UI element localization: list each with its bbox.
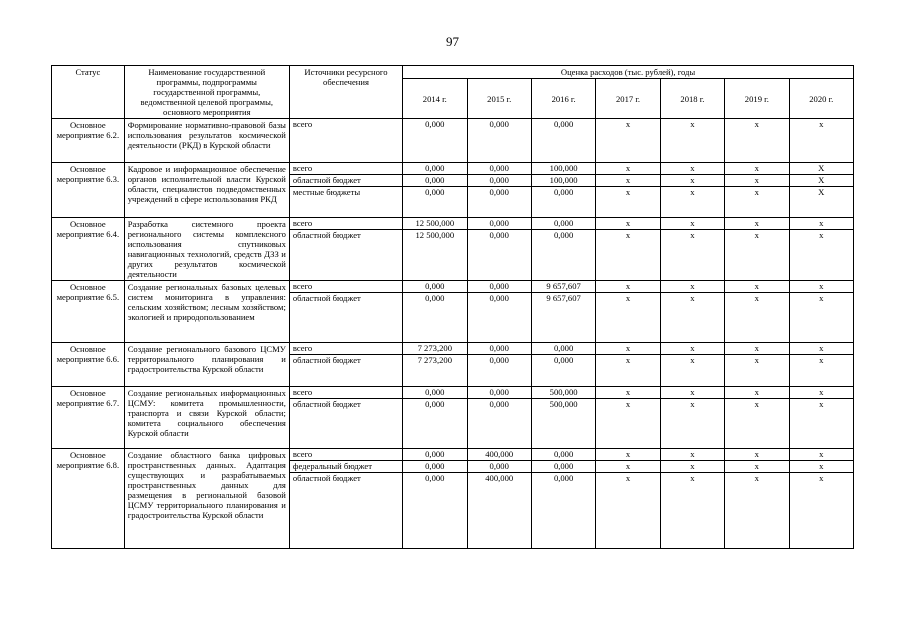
source-label: местные бюджеты bbox=[292, 187, 361, 197]
table-header bbox=[52, 66, 854, 119]
value-cell: 0,000 bbox=[403, 449, 466, 461]
value-cell: x bbox=[754, 230, 759, 240]
row-sources bbox=[289, 343, 402, 387]
year-values-cell bbox=[660, 449, 724, 549]
value-cell: 100,000 bbox=[532, 175, 595, 187]
year-values-cell bbox=[789, 343, 853, 387]
header-year: 2014 г. bbox=[403, 79, 467, 119]
value-cell: 0,000 bbox=[489, 293, 509, 303]
value-cell: x bbox=[596, 343, 659, 355]
source-label: всего bbox=[292, 119, 313, 129]
row-sources bbox=[289, 218, 402, 281]
value-cell: x bbox=[690, 293, 695, 303]
value-cell: 0,000 bbox=[489, 355, 509, 365]
year-values-cell bbox=[789, 387, 853, 449]
year-values-cell bbox=[531, 387, 595, 449]
value-cell: 0,000 bbox=[489, 230, 509, 240]
value-cell: 0,000 bbox=[425, 473, 445, 483]
year-values-cell bbox=[596, 218, 660, 281]
value-cell: 0,000 bbox=[403, 281, 466, 293]
value-cell: 400,000 bbox=[485, 473, 514, 483]
row-sources bbox=[289, 281, 402, 343]
row-sources bbox=[289, 119, 402, 163]
value-cell: X bbox=[790, 175, 853, 187]
value-cell: x bbox=[596, 461, 659, 473]
row-sources bbox=[289, 449, 402, 549]
page-number: 97 bbox=[446, 34, 459, 49]
value-cell: x bbox=[625, 187, 631, 197]
year-values-cell bbox=[596, 449, 660, 549]
year-values-cell bbox=[725, 281, 789, 343]
source-label: областной бюджет bbox=[292, 399, 361, 409]
year-values-cell bbox=[789, 449, 853, 549]
row-status: Основное мероприятие 6.8. bbox=[52, 449, 125, 549]
value-cell: 7 273,200 bbox=[417, 355, 452, 365]
row-name: Создание областного банка цифровых пространственных данных. Адаптация существующих и разрабатываемых пространственных данных для размещения в региональной базовой ЦСМУ территориального планирования и градостроительства Курской области bbox=[124, 449, 289, 549]
value-cell: 0,000 bbox=[468, 163, 531, 175]
year-values-cell bbox=[467, 387, 531, 449]
value-cell: x bbox=[725, 163, 788, 175]
table-row bbox=[52, 387, 854, 449]
year-values-cell bbox=[403, 387, 467, 449]
source-label: федеральный бюджет bbox=[290, 461, 402, 473]
value-cell: 0,000 bbox=[489, 119, 509, 129]
year-values-cell bbox=[660, 343, 724, 387]
value-cell: x bbox=[790, 343, 853, 355]
header-year: 2015 г. bbox=[467, 79, 531, 119]
value-cell: 0,000 bbox=[403, 175, 466, 187]
year-values-cell bbox=[467, 163, 531, 218]
value-cell: x bbox=[596, 218, 659, 230]
header-estimate: Оценка расходов (тыс. рублей), годы bbox=[403, 66, 854, 79]
year-values-cell bbox=[531, 343, 595, 387]
table-body bbox=[52, 119, 854, 549]
value-cell: 400,000 bbox=[468, 449, 531, 461]
table-row bbox=[52, 119, 854, 163]
year-values-cell bbox=[660, 218, 724, 281]
value-cell: 500,000 bbox=[549, 399, 578, 409]
value-cell: x bbox=[725, 281, 788, 293]
value-cell: x bbox=[625, 230, 631, 240]
value-cell: 0,000 bbox=[425, 399, 445, 409]
value-cell: x bbox=[754, 187, 759, 197]
header-year: 2019 г. bbox=[725, 79, 789, 119]
year-values-cell bbox=[596, 163, 660, 218]
value-cell: x bbox=[596, 449, 659, 461]
header-name: Наименование государственной программы, подпрограммы государственной программы, ведомственной целевой программы, основного мероприятия bbox=[124, 66, 289, 119]
value-cell: x bbox=[661, 163, 724, 175]
year-values-cell bbox=[660, 387, 724, 449]
value-cell: 0,000 bbox=[468, 461, 531, 473]
value-cell: x bbox=[690, 399, 695, 409]
row-name: Создание региональных информационных ЦСМУ: комитета промышленности, транспорта и связи Курской области; комитета социального обеспечения Курской области bbox=[124, 387, 289, 449]
year-values-cell bbox=[789, 218, 853, 281]
source-label: всего bbox=[290, 343, 402, 355]
year-values-cell bbox=[403, 281, 467, 343]
year-values-cell bbox=[531, 218, 595, 281]
value-cell: 0,000 bbox=[403, 387, 466, 399]
source-label: областной бюджет bbox=[292, 473, 361, 483]
value-cell: 0,000 bbox=[425, 293, 445, 303]
value-cell: 7 273,200 bbox=[403, 343, 466, 355]
budget-table bbox=[51, 65, 854, 549]
value-cell: x bbox=[596, 163, 659, 175]
value-cell: x bbox=[819, 119, 824, 129]
value-cell: 9 657,607 bbox=[546, 293, 581, 303]
value-cell: 12 500,000 bbox=[415, 230, 455, 240]
header-year: 2018 г. bbox=[660, 79, 724, 119]
value-cell: x bbox=[625, 399, 631, 409]
value-cell: x bbox=[790, 387, 853, 399]
row-status: Основное мероприятие 6.2. bbox=[52, 119, 125, 163]
value-cell: x bbox=[790, 281, 853, 293]
source-label: всего bbox=[290, 387, 402, 399]
row-name: Формирование нормативно-правовой базы использования результатов космической деятельности (РКД) в Курской области bbox=[124, 119, 289, 163]
header-year: 2016 г. bbox=[531, 79, 595, 119]
value-cell: 0,000 bbox=[553, 119, 574, 129]
value-cell: x bbox=[661, 387, 724, 399]
year-values-cell bbox=[467, 218, 531, 281]
year-values-cell bbox=[467, 343, 531, 387]
value-cell: x bbox=[819, 355, 824, 365]
value-cell: x bbox=[819, 293, 824, 303]
value-cell: x bbox=[661, 461, 724, 473]
value-cell: x bbox=[819, 399, 824, 409]
row-status: Основное мероприятие 6.5. bbox=[52, 281, 125, 343]
value-cell: 0,000 bbox=[468, 281, 531, 293]
source-label: областной бюджет bbox=[292, 293, 361, 303]
row-sources bbox=[289, 387, 402, 449]
value-cell: x bbox=[625, 119, 631, 129]
header-year: 2020 г. bbox=[789, 79, 853, 119]
row-status: Основное мероприятие 6.3. bbox=[52, 163, 125, 218]
year-values-cell bbox=[660, 119, 724, 163]
source-label: всего bbox=[290, 281, 402, 293]
table-row bbox=[52, 343, 854, 387]
value-cell: 500,000 bbox=[532, 387, 595, 399]
year-values-cell bbox=[660, 281, 724, 343]
value-cell: 0,000 bbox=[553, 230, 574, 240]
table-row bbox=[52, 449, 854, 549]
value-cell: 0,000 bbox=[468, 343, 531, 355]
value-cell: x bbox=[725, 218, 788, 230]
year-values-cell bbox=[725, 163, 789, 218]
value-cell: x bbox=[661, 218, 724, 230]
year-values-cell bbox=[596, 281, 660, 343]
table-row bbox=[52, 163, 854, 218]
year-values-cell bbox=[403, 449, 467, 549]
value-cell: 0,000 bbox=[468, 175, 531, 187]
year-values-cell bbox=[725, 449, 789, 549]
value-cell: 0,000 bbox=[553, 355, 574, 365]
value-cell: 100,000 bbox=[532, 163, 595, 175]
value-cell: 0,000 bbox=[425, 119, 445, 129]
value-cell: x bbox=[754, 473, 759, 483]
value-cell: 0,000 bbox=[403, 461, 466, 473]
value-cell: 0,000 bbox=[553, 473, 574, 483]
value-cell: x bbox=[819, 473, 824, 483]
value-cell: x bbox=[661, 175, 724, 187]
year-values-cell bbox=[596, 119, 660, 163]
value-cell: 0,000 bbox=[553, 187, 574, 197]
value-cell: X bbox=[818, 187, 825, 197]
value-cell: 0,000 bbox=[425, 187, 445, 197]
value-cell: x bbox=[725, 343, 788, 355]
header-status: Статус bbox=[52, 66, 125, 119]
value-cell: x bbox=[690, 119, 695, 129]
row-status: Основное мероприятие 6.4. bbox=[52, 218, 125, 281]
year-values-cell bbox=[789, 163, 853, 218]
year-values-cell bbox=[403, 163, 467, 218]
value-cell: 0,000 bbox=[489, 399, 509, 409]
header-sources: Источники ресурсного обеспечения bbox=[289, 66, 402, 119]
year-values-cell bbox=[403, 218, 467, 281]
value-cell: 0,000 bbox=[489, 187, 509, 197]
source-label: областной бюджет bbox=[292, 355, 361, 365]
row-status: Основное мероприятие 6.7. bbox=[52, 387, 125, 449]
value-cell: 0,000 bbox=[403, 163, 466, 175]
value-cell: x bbox=[690, 187, 695, 197]
value-cell: 0,000 bbox=[532, 461, 595, 473]
year-values-cell bbox=[531, 119, 595, 163]
value-cell: x bbox=[754, 355, 759, 365]
row-name: Разработка системного проекта регионального системы комплексного использования спутниковых навигационных технологий, средств ДЗЗ и других результатов космической деятельности bbox=[124, 218, 289, 281]
year-values-cell bbox=[531, 163, 595, 218]
value-cell: x bbox=[690, 473, 695, 483]
value-cell: x bbox=[725, 461, 788, 473]
year-values-cell bbox=[467, 449, 531, 549]
value-cell: x bbox=[661, 281, 724, 293]
year-values-cell bbox=[531, 449, 595, 549]
value-cell: 12 500,000 bbox=[403, 218, 466, 230]
value-cell: x bbox=[596, 281, 659, 293]
value-cell: x bbox=[725, 449, 788, 461]
value-cell: x bbox=[690, 355, 695, 365]
year-values-cell bbox=[467, 281, 531, 343]
source-label: всего bbox=[290, 218, 402, 230]
year-values-cell bbox=[596, 387, 660, 449]
value-cell: x bbox=[790, 461, 853, 473]
source-label: областной бюджет bbox=[290, 175, 402, 187]
year-values-cell bbox=[403, 343, 467, 387]
value-cell: 9 657,607 bbox=[532, 281, 595, 293]
value-cell: x bbox=[596, 387, 659, 399]
value-cell: x bbox=[725, 387, 788, 399]
year-values-cell bbox=[403, 119, 467, 163]
table-row bbox=[52, 218, 854, 281]
value-cell: x bbox=[625, 473, 631, 483]
year-values-cell bbox=[467, 119, 531, 163]
value-cell: x bbox=[790, 449, 853, 461]
header-year: 2017 г. bbox=[596, 79, 660, 119]
row-name: Кадровое и информационное обеспечение органов исполнительной власти Курской области, специалистов подведомственных учреждений в сфере использования РКД bbox=[124, 163, 289, 218]
year-values-cell bbox=[660, 163, 724, 218]
value-cell: 0,000 bbox=[468, 218, 531, 230]
year-values-cell bbox=[596, 343, 660, 387]
year-values-cell bbox=[725, 387, 789, 449]
value-cell: x bbox=[725, 175, 788, 187]
value-cell: x bbox=[625, 355, 631, 365]
row-name: Создание регионального базового ЦСМУ территориального планирования и градостроительства Курской области bbox=[124, 343, 289, 387]
value-cell: x bbox=[754, 399, 759, 409]
row-sources bbox=[289, 163, 402, 218]
source-label: областной бюджет bbox=[292, 230, 361, 240]
value-cell: 0,000 bbox=[532, 449, 595, 461]
source-label: всего bbox=[290, 163, 402, 175]
value-cell: x bbox=[819, 230, 824, 240]
value-cell: x bbox=[754, 119, 759, 129]
value-cell: x bbox=[625, 293, 631, 303]
year-values-cell bbox=[531, 281, 595, 343]
value-cell: 0,000 bbox=[532, 343, 595, 355]
year-values-cell bbox=[789, 281, 853, 343]
year-values-cell bbox=[725, 343, 789, 387]
source-label: всего bbox=[290, 449, 402, 461]
value-cell: x bbox=[661, 343, 724, 355]
value-cell: x bbox=[754, 293, 759, 303]
value-cell: x bbox=[790, 218, 853, 230]
year-values-cell bbox=[789, 119, 853, 163]
year-values-cell bbox=[725, 119, 789, 163]
value-cell: x bbox=[661, 449, 724, 461]
row-status: Основное мероприятие 6.6. bbox=[52, 343, 125, 387]
value-cell: 0,000 bbox=[468, 387, 531, 399]
value-cell: x bbox=[596, 175, 659, 187]
table-row bbox=[52, 281, 854, 343]
value-cell: 0,000 bbox=[532, 218, 595, 230]
value-cell: X bbox=[790, 163, 853, 175]
value-cell: x bbox=[690, 230, 695, 240]
year-values-cell bbox=[725, 218, 789, 281]
row-name: Создание региональных базовых целевых систем мониторинга в управления: сельским хозяйством; лесным хозяйством; экологией и природопользованием bbox=[124, 281, 289, 343]
